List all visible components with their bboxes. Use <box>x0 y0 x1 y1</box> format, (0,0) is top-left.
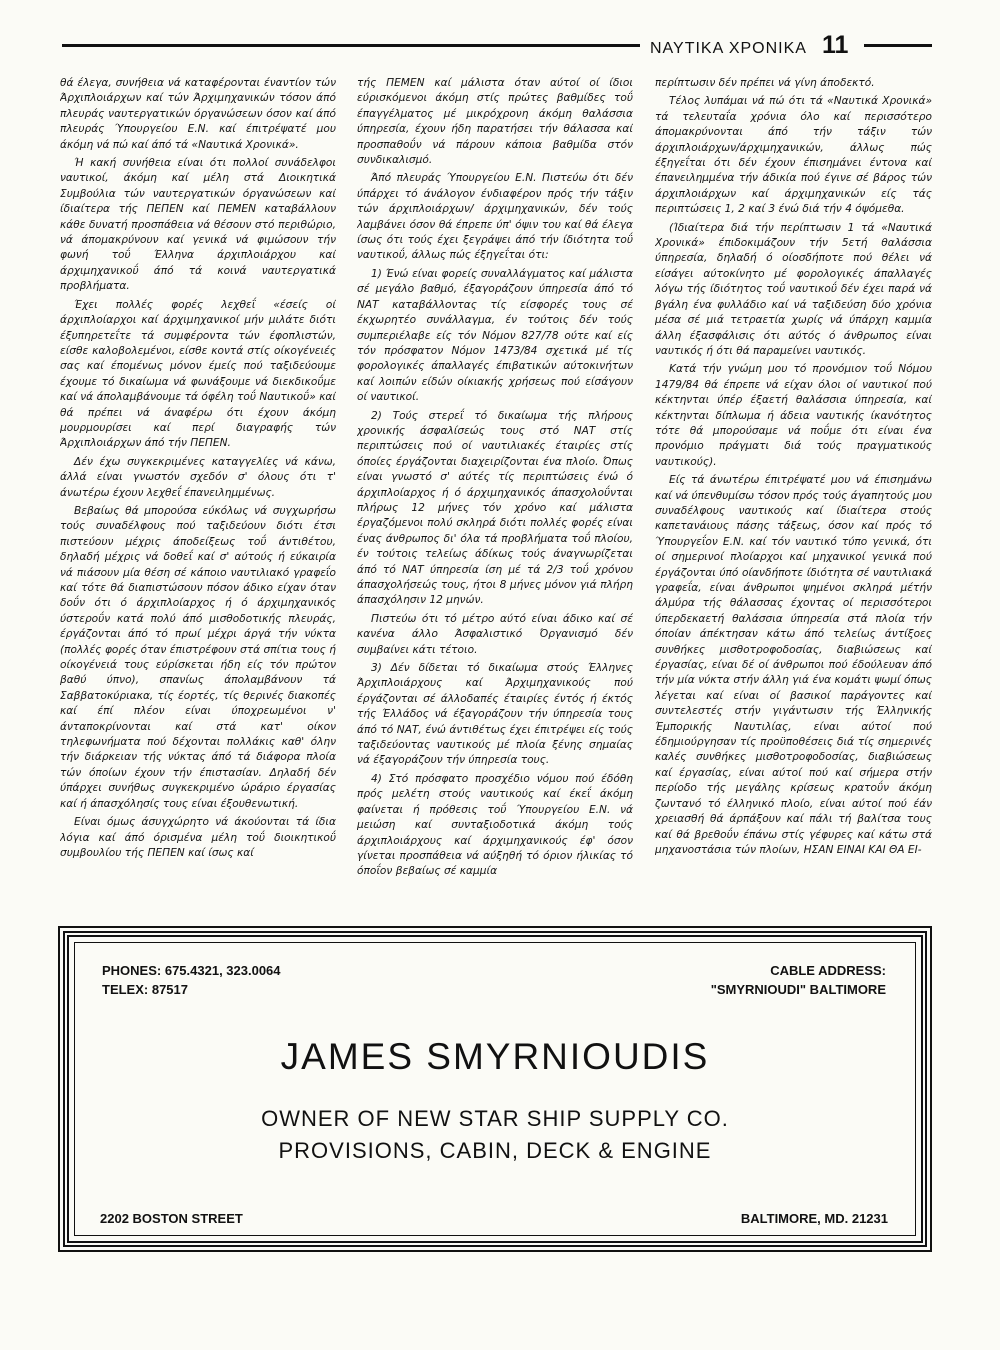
advertisement <box>58 926 932 1252</box>
paragraph: περίπτωσιν δέν πρέπει νά γίνη άποδεκτό. <box>655 77 875 89</box>
paragraph: Έχει πολλές φορές λεχθεΐ «έσείς οί άρχιπλοίαρχοι καί άρχιμηχανικοί μήν μιλάτε διότι έξυπηρετεΐτε τά συμφέροντα τών έφοπλιστών, είσθε καλοβολεμένοι, είσθε κοντά στίς οίκογένειές σας καί έπομένως μόνον έμείς πού ταξιδεύουμε έχουμε τό δικαίωμα νά φωνάξουμε νά διεκδικοΰμε καί νά άπολαμβάνουμε τά όφέλη τοΰ Ναυτικοΰ» καί θά πρέπει νά άναφέρω ότι έχουν άκόμη μουρμουρίσει καί περί διαγραφής τών Άρχιπλοιάρχων άπό τήν ΠΕΠΕΝ. <box>60 298 336 450</box>
paragraph: Κατά τήν γνώμη μου τό προνόμιον τοΰ Νόμου 1479/84 θά έπρεπε νά είχαν όλοι οί ναυτικοί πού κέκτηνται ύπέρ έξαετή θαλάσσια ύπηρεσία, καί κέκτηνται δίπλωμα ή άδεια ναυτικής ίκανότητος τότε θά μπορούσαμε νά ποΰμε ότι είναι ένα προνόμιο πράγματι διά τούς πραγματικούς ναυτικούς). <box>655 363 932 468</box>
header-rule-left <box>62 44 640 47</box>
paragraph: (Ίδιαίτερα διά τήν περίπτωσιν 1 τά «Ναυτικά Χρονικά» έπιδοκιμάζουν τήν 5ετή θαλάσσια ύπηρεσία, δηλαδή ό οίοσδήποτε πού θέλει νά είσάγει αύτοκίνητο μέ φορολογικές άπαλλαγές λόγω τής ίδιότητος τοΰ ναυτικοΰ δέν έχει παρά νά βγάλη ένα φυλλάδιο καί νά ταξιδεύση δύο χρόνια μέσα σέ μιά τετραετία χωρίς νά ύπάρχη καμμία άλλη έξασφάλισις ότι αύτός ό άνθρωπος είναι ναυτικός ή ότι θά παραμείνει ναυτικός. <box>655 221 932 357</box>
ad-telex: TELEX: 87517 <box>102 982 188 997</box>
paragraph: Πιστεύω ότι τό μέτρο αύτό είναι άδικο καί σέ κανένα άλλο Άσφαλιστικό Όργανισμό δέν συμβαίνει κάτι τέτοιο. <box>357 612 633 656</box>
ad-contact-block <box>102 961 281 999</box>
ad-provisions: PROVISIONS, CABIN, DECK & ENGINE <box>278 1138 712 1163</box>
ad-phones: PHONES: 675.4321, 323.0064 <box>102 963 281 978</box>
article-column-2 <box>357 76 633 922</box>
paragraph: 3) Δέν δίδεται τό δικαίωμα στούς Έλληνες Άρχιπλοιάρχους καί Άρχιμηχανικούς πού έργάζονται σέ άλλοδαπές έταιρίες έντός ή έκτός τής Έλλάδος νά έξαγοράζουν τήν ύπηρεσία τους άπό τό ΝΑΤ, ένώ άντιθέτως έχει έπιτρέψει είς τούς ταξιδεύοντας ναυτικούς μέ πλοία ξένης σημαίας νά έξαγοράζουν τήν ύπηρεσία τους. <box>357 662 633 767</box>
ad-cable-value: "SMYRNIOUDI" BALTIMORE <box>710 982 886 997</box>
magazine-title: ΝΑΥΤΙΚΑ ΧΡΟΝΙΚΑ <box>650 40 807 57</box>
paragraph: Δέν έχω συγκεκριμένες καταγγελίες νά κάνω, άλλά είναι γνωστόν σχεδόν σ' όλους ότι τ' άνωτέρω έχουν λεχθεΐ έπανειλημμένως. <box>60 455 336 499</box>
paragraph: Βεβαίως θά μπορούσα εύκόλως νά συγχωρήσω τούς συναδέλφους πού ταξιδεύουν διότι έτσι πιστεύουν μέχρις άποδείξεως τοΰ άντιθέτου, δηλαδή μέχρις νά δοθεΐ καί σ' αύτούς ή εύκαιρία νά πιάσουν μία θέση σέ κάποιο ναυτιλιακό γραφεΐο καί τότε θά διαπιστώσουν πόσον άδικο είχαν όταν δοΰν ότι ό άρχιπλοίαρχος ή ό άρχιμηχανικός ύστεροΰν κατά πολύ άπό μισθοδοτικής πλευράς, έργάζονται άπό τό πρωί μέχρι άργά τήν νύκτα (πολλές φορές όταν έπιστρέφουν στά σπίτια τους ή οίκογένειά τους εύρίσκεται ήδη είς τόν πρώτον βαθύ ύπνο), σπανίως άπολαμβάνουν τά Σαββατοκύριακα, τίς έορτές, τίς θερινές διακοπές καί έπί πλέον είναι ύποχρεωμένοι ν' άνταποκρίνονται καί στά κατ' οίκον τηλεφωνήματα πού δέχονται πολλάκις καθ' όλην τήν διάρκειαν τής νύκτας άπό τά διάφορα πλοία τών όποίων έχουν τήν έπιστασίαν. Δηλαδή δέν ύπάρχει συνήθως συγκεκριμένο ώράριο έργασίας καί ή άπασχόλησίς τους είναι έξουθενωτική. <box>60 504 336 810</box>
article-column-1 <box>60 76 336 922</box>
ad-city: BALTIMORE, MD. 21231 <box>740 1211 888 1226</box>
paragraph: τής ΠΕΜΕΝ καί μάλιστα όταν αύτοί οί ίδιοι εύρισκόμενοι άκόμη στίς πρώτες βαθμίδες τοΰ έπαγγέλματος μέ μικρόχρονη άκόμη θαλάσσια ύπηρεσία, έχουν ήδη παρατήσει τήν θάλασσα καί προσπαθοΰν νά πάρουν κάποια βαθμίδα στόν συνδικαλισμό. <box>357 77 633 167</box>
header-rule-right <box>864 44 932 47</box>
ad-name: JAMES SMYRNIOUDIS <box>280 1036 710 1077</box>
article-body <box>60 76 932 922</box>
ad-owner: OWNER OF NEW STAR SHIP SUPPLY CO. <box>261 1106 729 1131</box>
paragraph: Άπό πλευράς Ύπουργείου Ε.Ν. Πιστεύω ότι δέν ύπάρχει τό άνάλογον ένδιαφέρον πρός τήν τάξιν τών άρχιπλοιάρχων/ άρχιμηχανικών, δέν τούς λαμβάνει όσον θά έπρεπε ύπ' όψιν του καί θά έλεγα ίσως ότι τούς έχει ξεγράψει άπό τήν ίδιότητα τοΰ ναυτικοΰ, άλλως πώς έξηγεΐται ότι: <box>357 172 633 262</box>
paragraph: 1) Ένώ είναι φορείς συναλλάγματος καί μάλιστα σέ μεγάλο βαθμό, έξαγοράζουν ύπηρεσία άπό τό ΝΑΤ καταβάλλοντας τίς είσφορές τους σέ έκχωρητέο συνάλλαγμα, έν τούτοις δέν τούς συμπεριέλαβε είς τόν Νόμον 827/78 ούτε καί είς τόν πρόσφατον Νόμον 1473/84 σχετικά μέ τίς φορολογικές άπαλλαγές έπιβατικών αύτοκινήτων καί λοιπών είδών οίκιακής χρήσεως πού είσάγουν οί ναυτικοί. <box>357 267 633 404</box>
ad-cable-block <box>711 961 886 999</box>
ad-cable-label: CABLE ADDRESS: <box>770 963 886 978</box>
paragraph: 4) Στό πρόσφατο προσχέδιο νόμου πού έδόθη πρός μελέτη στούς ναυτικούς καί έκεΐ άκόμη φαίνεται ή πρόθεσις τοΰ Ύπουργείου Ε.Ν. νά μειώση καί συνταξιοδοτικά άκόμη τούς άρχιπλοιάρχους καί άρχιμηχανικούς έφ' όσον γίνεται προσπάθεια νά αύξηθή τό όριον ήλικίας τό όποΐον βεβαίως σέ καμμία <box>357 772 633 878</box>
article-column-3 <box>655 76 932 922</box>
page-header <box>62 31 932 60</box>
ad-address: 2202 BOSTON STREET <box>100 1211 243 1226</box>
paragraph: 2) Τούς στερεΐ τό δικαίωμα τής πλήρους χρονικής άσφαλίσεώς τους στό ΝΑΤ στίς περιπτώσεις πού οί ναυτιλιακές έταιρίες στίς όποίες έργάζονται διαχειρίζονται ένα πλοίο. Όπως είναι γνωστό σ' αύτές τίς περιπτώσεις ένώ ό άρχιπλοίαρχος ή ό άρχιμηχανικός άπασχολοΰνται πλήρως 12 μήνες τόν χρόνο καί μάλιστα έργαζόμενοι πολύ σκληρά διότι πολλές φορές είναι ένας άνθρωπος δι' όλα τά προβλήματα τοΰ πλοίου, έν τούτοις τελείως άδίκως τούς άναγνωρίζεται άπό τό ΝΑΤ ύπηρεσία ίση μέ τά 2/3 τοΰ χρόνου άπασχολήσεώς τους, ήτοι 8 μήνες μόνον γιά πλήρη άπασχόλησιν 12 μηνών. <box>357 409 633 607</box>
paragraph: Είναι όμως άσυγχώρητο νά άκούονται τά ίδια λόγια καί άπό όρισμένα μέλη τοΰ διοικητικοΰ συμβουλίου τής ΠΕΠΕΝ καί ίσως καί <box>60 816 336 859</box>
paragraph: Είς τά άνωτέρω έπιτρέψατέ μου νά έπισημάνω καί νά ύπενθυμίσω τόσον πρός τούς άγαπητούς μου συναδέλφους ναυτικούς καί ίδιαίτερα στούς καπετανάιους πάσης τάξεως, όσον καί πρός τό Ύπουργεΐον Ε.Ν. καί τόν ναυτικό τύπο γενικά, ότι οί σημερινοί πλοίαρχοι καί μηχανικοί γενικά πού έργάζονται ύπό οίανδήποτε ίδιότητα σέ ναυτιλιακά γραφεΐα, είναι άνθρωποι ψημένοι σκληρά μέτήν άλμύρα τής θάλασσας έχοντας οί περισσότεροι ύπερδεκαετή θαλάσσια ύπηρεσία στά πλοία τήν όποίαν άπέκτησαν κάτω άπό τελείως άντίξοες συνθήκες μισθοτροφοδοσίας, διαβιώσεως καί έργασίας, είναι δέ οί άνθρωποι πού έδούλευαν άπό τήν μία νύκτα στήν άλλη γιά ένα κομάτι ψωμί όπως λέγεται καί είναι οί βασικοί παράγοντες καί συντελεστές στήν γιγάντωσιν τής Έλληνικής Έμπορικής Ναυτιλίας, είναι αύτοί πού έδημιούργησαν τίς προϋποθέσεις διά τίς σημερινές καλές συνθήκες μισθοτροφοδοσίας, διαβιώσεως καί έργασίας, είναι αύτοί πού καί σήμερα στήν περίοδο τής μεγάλης κρίσεως κρατοΰν άκόμη ζωντανό τό έλληνικό πλοίο, είναι αύτοί πού έάν χρειασθή θά άρπάξουν καί πάλι τή βαλίτσα τους καί θά βρεθοΰν έπάνω στίς γέφυρες καί κάτω στά μηχανοστάσια τών πλοίων, ΗΣΑΝ ΕΙΝΑΙ ΚΑΙ ΘΑ ΕΙ- <box>655 474 932 856</box>
paragraph: Τέλος λυπάμαι νά πώ ότι τά «Ναυτικά Χρονικά» τά τελευταΐα χρόνια όλο καί περισσότερο άπομακρύνονται άπό τήν τάξιν τών άρχιπλοιάρχων/άρχιμηχανικών, άλλως πώς έξηγεΐται ότι δέν έχουν έπισημάνει έντονα καί έπανειλημμένα τήν άδικία πού έγινε σέ βάρος τών άρχιπλοιάρχων καί άρχιμηχανικών είς τάς περιπτώσεις 1, 2 καί 3 ένώ διά τήν 4 όψόμεθα. <box>655 95 932 216</box>
paragraph: Ή κακή συνήθεια είναι ότι πολλοί συνάδελφοι ναυτικοί, άκόμη καί μέλη στά Διοικητικά Συμβούλια τών ναυτεργατικών όργανώσεων καί ίδιαίτερα τής ΠΕΠΕΝ καί ΠΕΜΕΝ καταβάλλουν κάθε δυνατή προσπάθεια νά θέσουν στό περιθώριο, νά άπομακρύνουν καί γενικά νά φιμώσουν τήν φωνή τοΰ Έλληνα άρχιπλοιάρχου καί άρχιμηχανικοΰ άπό τά κοινά ναυτεργατικά προβλήματα. <box>60 157 336 293</box>
paragraph: θά έλεγα, συνήθεια νά καταφέρονται έναντίον τών Άρχιπλοιάρχων καί τών Άρχιμηχανικών τόσον άπό πλευράς ναυτεργατικών όργανώσεων όσον καί άπό πλευράς Ύπουργείου Ε.Ν. καί έπιτρέψατέ μου άκόμη νά πώ καί άπό τά «Ναυτικά Χρονικά». <box>60 77 336 151</box>
page-number: 11 <box>822 31 849 59</box>
